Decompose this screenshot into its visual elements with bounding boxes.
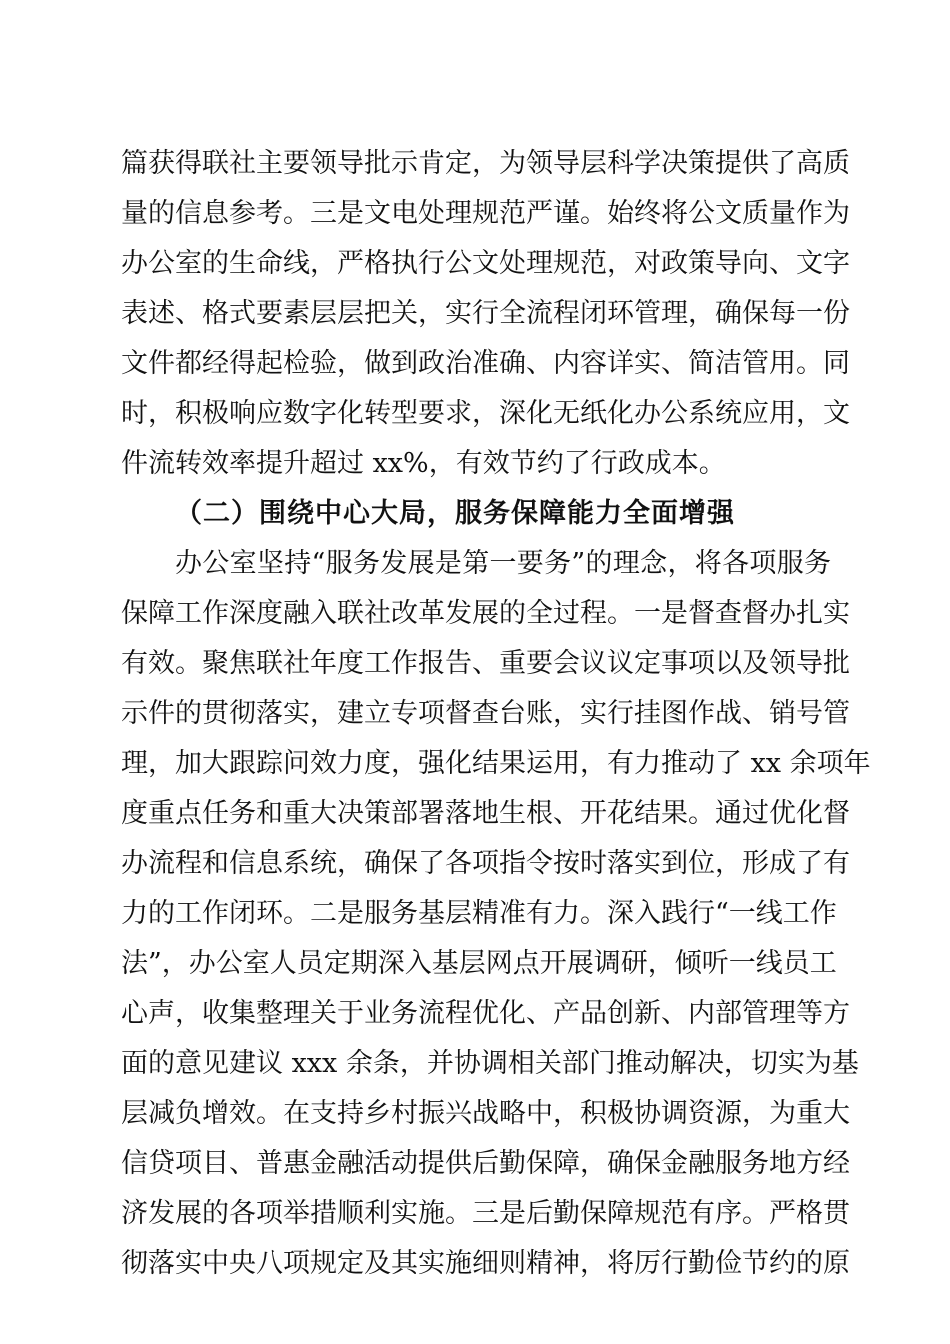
paragraph-1-line-6: 时，积极响应数字化转型要求，深化无纸化办公系统应用，文: [121, 398, 850, 429]
paragraph-1-line-7: 件流转效率提升超过 xx%，有效节约了行政成本。: [121, 448, 726, 479]
paragraph-2-line-13: 信贷项目、普惠金融活动提供后勤保障，确保金融服务地方经: [121, 1148, 850, 1179]
paragraph-2-line-6: 度重点任务和重大决策部署落地生根、开花结果。通过优化督: [121, 798, 850, 829]
paragraph-2-line-10: 心声，收集整理关于业务流程优化、产品创新、内部管理等方: [121, 998, 850, 1029]
paragraph-2-line-12: 层减负增效。在支持乡村振兴战略中，积极协调资源，为重大: [121, 1098, 850, 1129]
paragraph-1-line-2: 量的信息参考。三是文电处理规范严谨。始终将公文质量作为: [121, 198, 850, 229]
paragraph-2-line-4: 示件的贯彻落实，建立专项督查台账，实行挂图作战、销号管: [121, 698, 850, 729]
paragraph-1-line-5: 文件都经得起检验，做到政治准确、内容详实、简洁管用。同: [121, 348, 850, 379]
paragraph-2-line-3: 有效。聚焦联社年度工作报告、重要会议议定事项以及领导批: [121, 648, 850, 679]
paragraph-2-line-8: 力的工作闭环。二是服务基层精准有力。深入践行“一线工作: [121, 898, 837, 929]
paragraph-2-line-15: 彻落实中央八项规定及其实施细则精神，将厉行勤俭节约的原: [121, 1248, 850, 1279]
paragraph-2-line-7: 办流程和信息系统，确保了各项指令按时落实到位，形成了有: [121, 848, 850, 879]
paragraph-2-line-1: 办公室坚持“服务发展是第一要务”的理念，将各项服务: [175, 548, 831, 579]
paragraph-2-line-2: 保障工作深度融入联社改革发展的全过程。一是督查督办扎实: [121, 598, 850, 629]
section-heading: （二）围绕中心大局，服务保障能力全面增强: [175, 498, 735, 529]
paragraph-2-line-11: 面的意见建议 xxx 余条，并协调相关部门推动解决，切实为基: [121, 1048, 859, 1079]
paragraph-1-line-4: 表述、格式要素层层把关，实行全流程闭环管理，确保每一份: [121, 298, 850, 329]
paragraph-1-line-1: 篇获得联社主要领导批示肯定，为领导层科学决策提供了高质: [121, 148, 850, 179]
paragraph-1-line-3: 办公室的生命线，严格执行公文处理规范，对政策导向、文字: [121, 248, 850, 279]
paragraph-2-line-9: 法”，办公室人员定期深入基层网点开展调研，倾听一线员工: [121, 948, 837, 979]
paragraph-2-line-14: 济发展的各项举措顺利实施。三是后勤保障规范有序。严格贯: [121, 1198, 850, 1229]
paragraph-2-line-5: 理，加大跟踪问效力度，强化结果运用，有力推动了 xx 余项年: [121, 748, 871, 779]
